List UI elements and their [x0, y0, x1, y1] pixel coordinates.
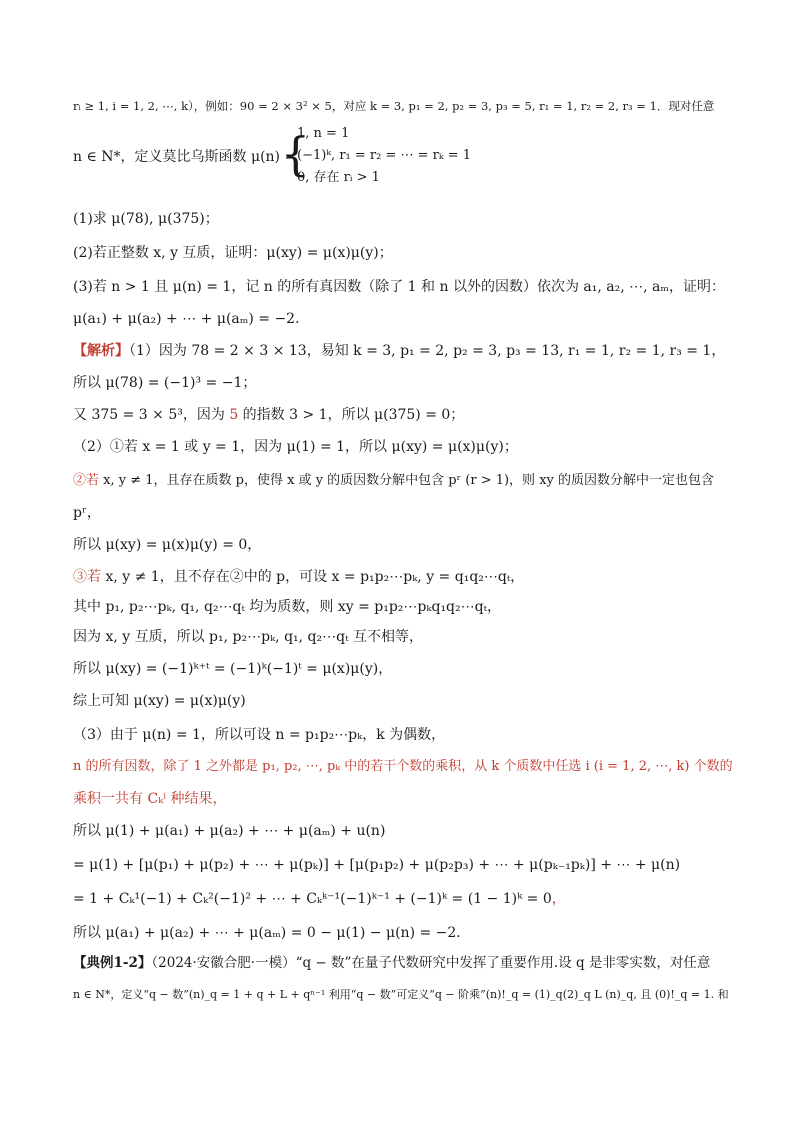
solution-line-12: 综上可知 μ(xy) = μ(x)μ(y) — [73, 693, 246, 709]
definition-prefix: n ∈ N*，定义莫比乌斯函数 μ(n) = — [73, 149, 297, 165]
question-3: (3)若 n > 1 且 μ(n) = 1，记 n 的所有真因数（除了 1 和 n 以外的因数）依次为 a₁, a₂, ⋯, aₘ，证明： — [73, 279, 725, 295]
question-1: (1)求 μ(78), μ(375)； — [73, 211, 219, 227]
case-1: 1, n = 1 — [297, 126, 350, 141]
solution-line-10: 因为 x, y 互质，所以 p₁, p₂⋯pₖ, q₁, q₂⋯qₜ 互不相等， — [73, 629, 423, 645]
solution-line-1: 【解析】（1）因为 78 = 2 × 3 × 13，易知 k = 3, p₁ = 2, p₂ = 3, p₃ = 13, r₁ = 1, r₂ = 1, r₃ = 1， — [73, 343, 726, 359]
solution-line-11: 所以 μ(xy) = (−1)ᵏ⁺ᵗ = (−1)ᵏ(−1)ᵗ = μ(x)μ(y)， — [73, 661, 393, 677]
solution-line-9: 其中 p₁, p₂⋯pₖ, q₁, q₂⋯qₜ 均为质数，则 xy = p₁p₂⋯pₖq₁q₂⋯qₜ， — [73, 599, 502, 615]
solution-line-3: 又 375 = 3 × 5³，因为 5 的指数 3 > 1，所以 μ(375) = 0； — [73, 407, 465, 423]
solution-line-4: （2）①若 x = 1 或 y = 1，因为 μ(1) = 1，所以 μ(xy) = μ(x)μ(y)； — [73, 439, 518, 455]
case-2: (−1)ᵏ, r₁ = r₂ = ⋯ = rₖ = 1 — [297, 148, 472, 163]
solution-line-7: 所以 μ(xy) = μ(x)μ(y) = 0， — [73, 537, 262, 553]
case-3: 0, 存在 rᵢ > 1 — [297, 170, 380, 185]
text-line: rᵢ ≥ 1, i = 1, 2, ⋯, k），例如：90 = 2 × 3² × 5，对应 k = 3, p₁ = 2, p₂ = 3, p₃ = 5, r₁ = 1, r₂ = 2, r₃ = 1．现对任意 — [73, 99, 715, 113]
solution-line-15: 乘积一共有 Cₖⁱ 种结果， — [73, 791, 227, 807]
solution-line-19: 所以 μ(a₁) + μ(a₂) + ⋯ + μ(aₘ) = 0 − μ(1) − μ(n) = −2． — [73, 925, 471, 941]
solution-line-2: 所以 μ(78) = (−1)³ = −1； — [73, 375, 257, 391]
solution-line-18: = 1 + Cₖ¹(−1) + Cₖ²(−1)² + ⋯ + Cₖᵏ⁻¹(−1)ᵏ⁻¹ + (−1)ᵏ = (1 − 1)ᵏ = 0， — [73, 891, 566, 907]
solution-line-6: pʳ， — [73, 505, 101, 521]
example-tag: 【典例1-2】 — [73, 955, 152, 971]
solution-line-16: 所以 μ(1) + μ(a₁) + μ(a₂) + ⋯ + μ(aₘ) + u(n) — [73, 823, 386, 839]
solution-line-14: n 的所有因数，除了 1 之外都是 p₁, p₂, ⋯, pₖ 中的若干个数的乘积，从 k 个质数中任选 i (i = 1, 2, ⋯, k) 个数的 — [73, 759, 733, 774]
solution-line-13: （3）由于 μ(n) = 1，所以可设 n = p₁p₂⋯pₖ，k 为偶数， — [73, 727, 446, 743]
solution-line-5: ②若 x, y ≠ 1，且存在质数 p，使得 x 或 y 的质因数分解中包含 pʳ (r > 1)，则 xy 的质因数分解中一定也包含 — [73, 473, 715, 488]
brace-symbol: { — [281, 127, 311, 181]
question-3-formula: μ(a₁) + μ(a₂) + ⋯ + μ(aₘ) = −2． — [73, 311, 310, 327]
example-line-1: 【典例1-2】（2024·安徽合肥·一模）“q − 数”在量子代数研究中发挥了重要作用.设 q 是非零实数，对任意 — [73, 955, 711, 971]
solution-tag: 【解析】 — [73, 343, 129, 359]
solution-line-8: ③若 x, y ≠ 1，且不存在②中的 p，可设 x = p₁p₂⋯pₖ, y = q₁q₂⋯qₜ， — [73, 569, 525, 585]
question-2: (2)若正整数 x, y 互质，证明：μ(xy) = μ(x)μ(y)； — [73, 245, 393, 261]
example-line-2: n ∈ N*，定义“q − 数”(n)_q = 1 + q + L + qⁿ⁻¹ 利用“q − 数”可定义“q − 阶乘”(n)!_q = (1)_q(2)_q L (n)_q, 且 (0)!_q = 1. 和 — [73, 988, 729, 1001]
solution-line-17: = μ(1) + [μ(p₁) + μ(p₂) + ⋯ + μ(pₖ)] + [μ(p₁p₂) + μ(p₂p₃) + ⋯ + μ(pₖ₋₁pₖ)] + ⋯ + μ(n) — [73, 857, 681, 873]
